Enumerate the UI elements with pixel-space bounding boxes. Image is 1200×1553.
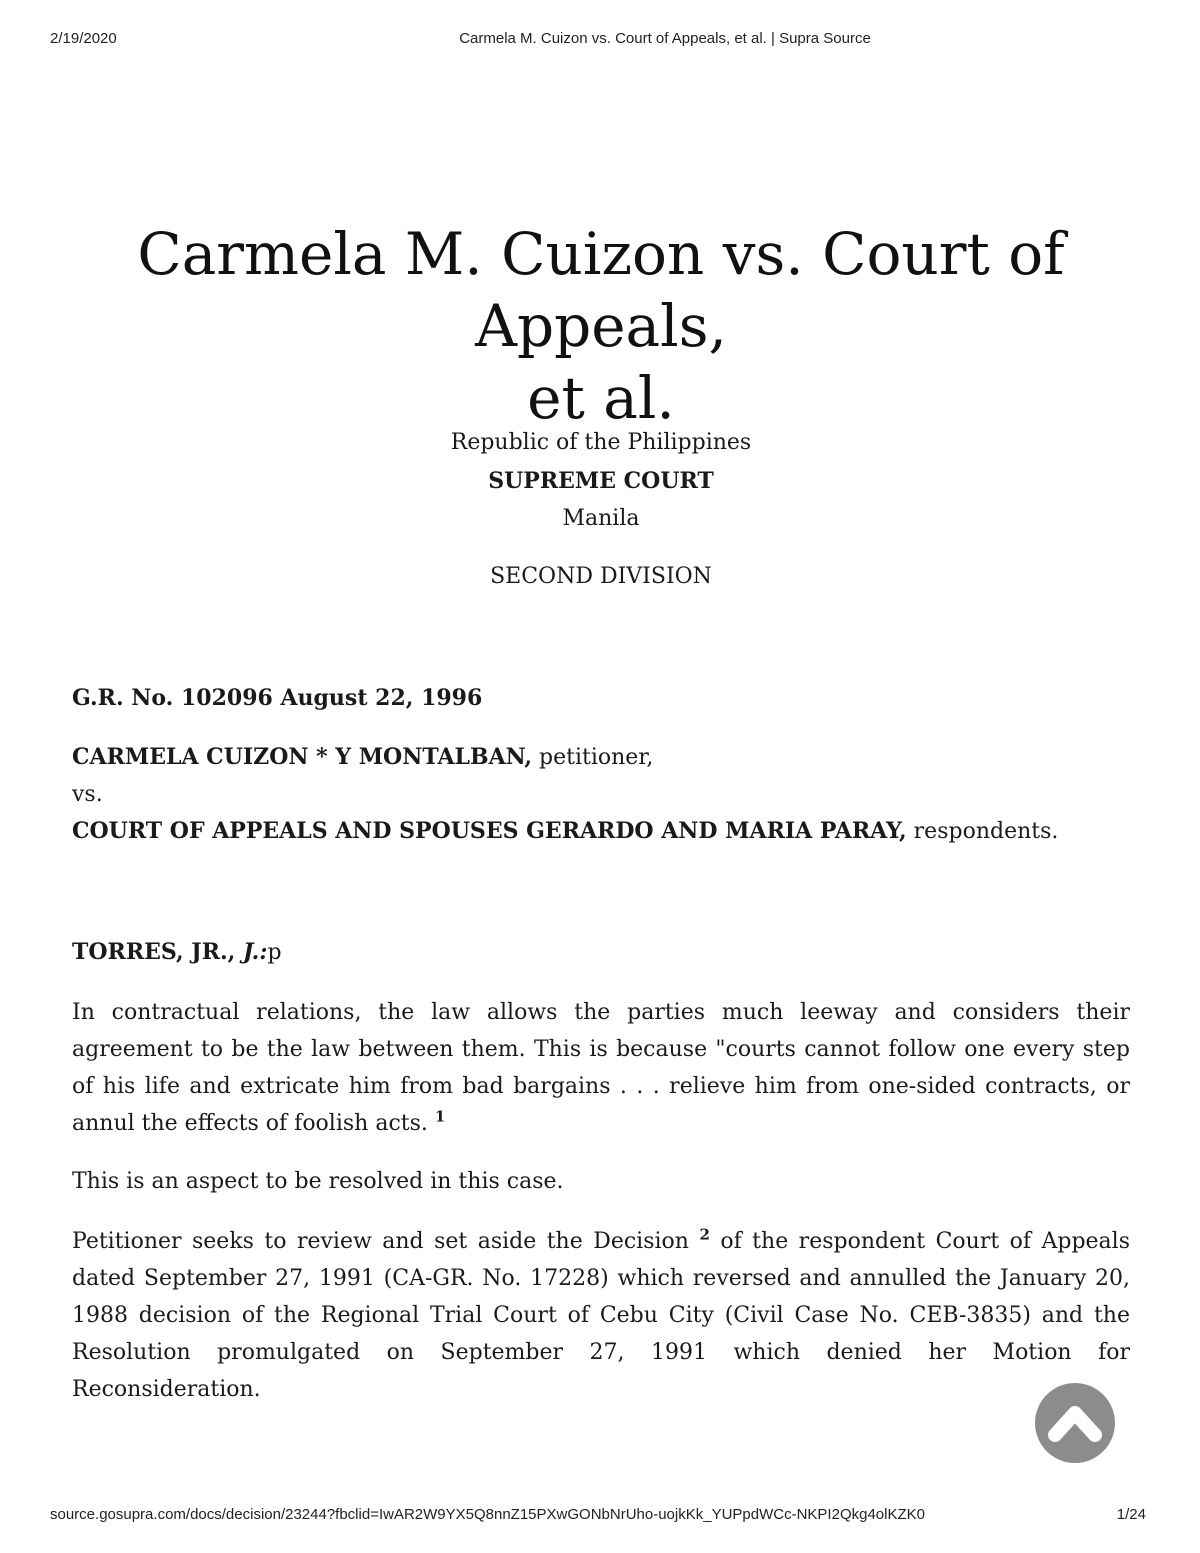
print-url: source.gosupra.com/docs/decision/23244?fbclid=IwAR2W9YX5Q8nnZ15PXwGONbNrUho-uojkKk_YUPpdWCc-NKPI2Qkg4olKZK0 [50, 1506, 925, 1523]
print-page-title: Carmela M. Cuizon vs. Court of Appeals, et al. | Supra Source [459, 30, 871, 47]
print-footer [0, 1506, 1200, 1526]
paragraph-1-text: In contractual relations, the law allows the parties much leeway and considers their agreement to be the law between them. This is because "courts cannot follow one every step of his life and extricate him from bad bargains . . . relieve him from one-sided contracts, or annul the effects of foolish acts. [72, 1000, 1130, 1136]
ponente-mark: p [267, 940, 282, 965]
gr-number: G.R. No. 102096 August 22, 1996 [72, 685, 483, 711]
petitioner-line [72, 739, 1058, 776]
paragraph-3 [72, 1223, 1130, 1408]
division-label: SECOND DIVISION [490, 564, 712, 589]
chevron-up-icon [1035, 1383, 1115, 1463]
print-date: 2/19/2020 [50, 30, 117, 47]
respondent-role: respondents. [906, 819, 1059, 844]
footnote-ref-2[interactable]: 2 [699, 1225, 710, 1244]
print-header [0, 30, 1200, 50]
paragraph-3-text-end: of the respondent Court of Appeals dated September 27, 1991 (CA-GR. No. 17228) which reversed and annulled the January 20, 1988 decision of the Regional Trial Court of Cebu City (Civil Case No. CEB-3835) and the Resolution promulgated on September 27, 1991 which denied her Motion for Reconsideration. [72, 1229, 1131, 1402]
republic-label: Republic of the Philippines [450, 430, 752, 455]
respondent-name: COURT OF APPEALS AND SPOUSES GERARDO AND MARIA PARAY, [72, 818, 907, 844]
city-label: Manila [562, 506, 640, 531]
paragraph-1 [72, 994, 1130, 1142]
scroll-to-top-button[interactable] [1035, 1383, 1115, 1463]
title-line-2: et al. [527, 364, 675, 432]
respondent-line [72, 813, 1058, 850]
versus-label: vs. [72, 782, 103, 807]
ponente-title: J.: [242, 939, 268, 965]
footnote-ref-1[interactable]: 1 [434, 1107, 446, 1126]
ponente-line [72, 934, 282, 971]
petitioner-role: petitioner, [532, 745, 654, 770]
petitioner-name: CARMELA CUIZON * Y MONTALBAN, [72, 744, 533, 770]
title-line-1: Carmela M. Cuizon vs. Court of Appeals, [137, 220, 1065, 360]
print-page-number: 1/24 [1116, 1506, 1146, 1523]
court-label: SUPREME COURT [488, 468, 714, 494]
court-header [72, 424, 1130, 538]
ponente-name: TORRES, JR., [72, 939, 243, 965]
case-parties [72, 739, 1058, 850]
page-title [72, 218, 1130, 434]
paragraph-2: This is an aspect to be resolved in this case. [72, 1169, 564, 1194]
paragraph-3-text-start: Petitioner seeks to review and set aside the Decision [72, 1229, 700, 1254]
